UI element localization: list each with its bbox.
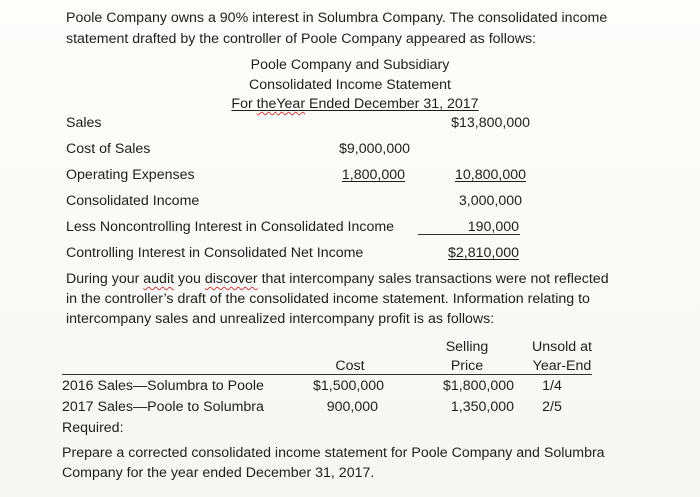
row-noncontrolling-label: Less Noncontrolling Interest in Consolidated Income [66,219,395,235]
required-label: Required: [62,420,124,436]
row-consolidated-income-total: 3,000,000 [458,193,522,209]
period-suffix: Ended December 31, 2017 [305,96,479,112]
table-row-1-price: $1,800,000 [442,378,514,394]
audit-line-2: in the controller’s draft of the consolidated income statement. Information relating to [66,291,590,307]
table-row-2-unsold: 2/5 [542,399,562,415]
audit-mid: you [174,271,205,287]
audit-line-3: intercompany sales and unrealized intercompany profit is as follows: [66,311,495,327]
statement-heading-company: Poole Company and Subsidiary [250,57,450,73]
row-operating-expenses-total: 10,800,000 [454,167,526,183]
audit-suffix: that intercompany sales transactions were not reflected [257,271,609,287]
row-operating-expenses-amount: 1,800,000 [341,167,405,183]
period-the: the [256,96,277,112]
audit-line-1 [66,271,609,288]
row-consolidated-income-label: Consolidated Income [66,193,200,209]
header-cost: Cost [335,358,365,374]
required-line-1: Prepare a corrected consolidated income statement for Poole Company and Solumbra [62,445,605,461]
header-selling: Selling [445,339,489,355]
audit-prefix: During your [66,271,144,287]
row-cost-of-sales-amount: $9,000,000 [338,141,410,157]
table-header-rule [62,374,592,375]
header-price: Price [450,358,484,374]
period-prefix: For [231,96,257,112]
row-controlling-interest-total: $2,810,000 [447,245,519,261]
table-row-2-label: 2017 Sales—Poole to Solumbra [62,399,264,415]
audit-word: audit [143,271,175,287]
statement-heading-title: Consolidated Income Statement [249,77,451,93]
header-unsold: Unsold at [532,339,592,355]
table-row-2-price: 1,350,000 [450,399,514,415]
required-line-2: Company for the year ended December 31, 2017. [62,465,375,481]
intro-line-1: Poole Company owns a 90% interest in Solumbra Company. The consolidated income [66,10,608,26]
statement-heading-period [190,96,520,113]
row-controlling-interest-label: Controlling Interest in Consolidated Net Income [66,245,364,261]
row-sales-total: $13,800,000 [451,115,530,131]
period-year: Year [276,96,306,112]
row-cost-of-sales-label: Cost of Sales [66,141,151,157]
table-row-1-label: 2016 Sales—Solumbra to Poole [62,378,264,394]
discover-word: discover [204,271,258,287]
table-row-2-cost: 900,000 [326,399,378,415]
table-row-1-unsold: 1/4 [542,378,562,394]
header-year-end: Year-End [532,358,592,374]
row-sales-label: Sales [66,115,102,131]
table-row-1-cost: $1,500,000 [312,378,384,394]
intro-line-2: statement drafted by the controller of Poole Company appeared as follows: [66,31,537,47]
row-noncontrolling-total: 190,000 [467,219,519,235]
row-operating-expenses-label: Operating Expenses [66,167,195,183]
